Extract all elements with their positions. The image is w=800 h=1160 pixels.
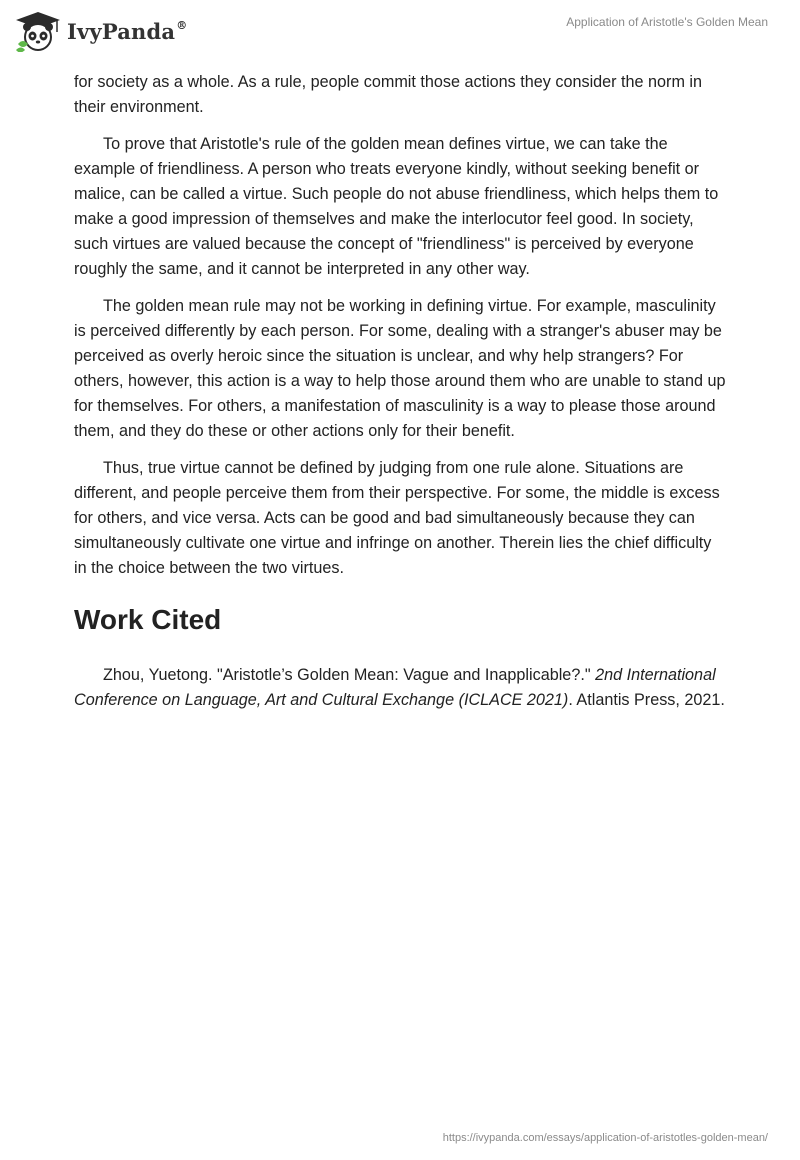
body-paragraph: The golden mean rule may not be working in defining virtue. For example, masculinity is perceived differently by each person. For some, dealing with a stranger's abuser may be perceived as overly heroic since the situation is unclear, and why help strangers? For others, however, this action is a way to help those around them who are unable to stand up for themselves. For others, a manifestation of masculinity is a way to please those around them, and they do these or other actions only for their benefit.	[74, 297, 726, 440]
body-paragraph: To prove that Aristotle's rule of the golden mean defines virtue, we can take the example of friendliness. A person who treats everyone kindly, without seeking benefit or malice, can be called a virtue. Such people do not abuse friendliness, which helps them to make a good impression of themselves and make the interlocutor feel good. In society, such virtues are valued because the concept of "friendliness" is perceived by everyone roughly the same, and it cannot be interpreted in any other way.	[74, 135, 719, 278]
brand-name	[67, 19, 187, 44]
works-cited-heading: Work Cited	[74, 604, 222, 635]
page-header	[0, 0, 800, 70]
essay-content	[74, 70, 726, 725]
citation-author-title: Zhou, Yuetong. "Aristotle’s Golden Mean: Vague and Inapplicable?."	[103, 666, 591, 684]
ivypanda-logo[interactable]	[14, 10, 187, 52]
body-paragraph: for society as a whole. As a rule, people commit those actions they consider the norm in their environment.	[74, 73, 703, 116]
panda-graduate-icon	[14, 10, 62, 52]
footer-url-link[interactable]: https://ivypanda.com/essays/application-of-aristotles-golden-mean/	[442, 1132, 768, 1144]
registered-mark: ®	[176, 18, 188, 32]
citation-entry	[74, 663, 726, 713]
document-title: Application of Aristotle's Golden Mean	[566, 15, 768, 29]
body-paragraph: Thus, true virtue cannot be defined by judging from one rule alone. Situations are different, and people perceive them from their perspective. For some, the middle is excess for others, and vice versa. Acts can be good and bad simultaneously because they can simultaneously cultivate one virtue and infringe on another. Therein lies the chief difficulty in the choice between the two virtues.	[74, 459, 720, 577]
citation-source: 2nd International Conference on Language, Art and Cultural Exchange (ICLACE 2021)	[74, 666, 716, 709]
brand-text: IvyPanda	[67, 18, 176, 44]
citation-publisher: . Atlantis Press, 2021.	[568, 691, 725, 709]
